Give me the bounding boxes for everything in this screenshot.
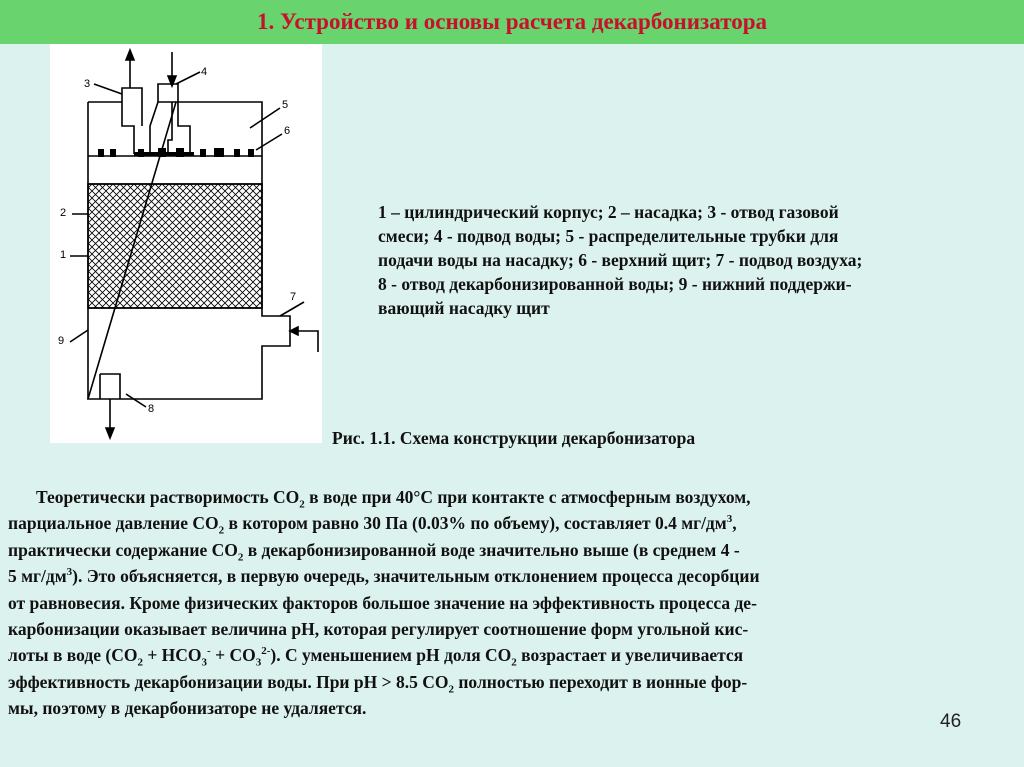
paragraph-line: парциальное давление $СО_2$ в котором равно 30 Па (0.03% по объему), составляет 0.4 $мг/дм^3$, — [8, 513, 737, 537]
diagram-label-7: 7 — [290, 291, 297, 303]
legend-line: вающий насадку щит — [378, 298, 550, 318]
diagram-label-3: 3 — [84, 78, 91, 90]
paragraph-line: карбонизации оказывает величина рН, которая регулирует соотношение форм угольной кис- — [8, 619, 749, 640]
paragraph-line: 5 $мг/дм^3$). Это объясняется, в первую очередь, значительным отклонением процесса десорбции — [8, 566, 760, 587]
page-number: 46 — [940, 711, 962, 732]
water-inlet-pipe — [158, 84, 178, 102]
paragraph-line: от равновесия. Кроме физических факторов большое значение на эффективность процесса де- — [8, 592, 757, 613]
paragraph-line: практически содержание $СО_2$ в декарбонизированной воде значительно выше (в среднем 4 - — [8, 539, 740, 564]
diagram-label-6: 6 — [284, 125, 291, 137]
diagram-label-4: 4 — [201, 66, 208, 78]
diagram-legend — [378, 200, 1018, 320]
air-inlet — [290, 331, 318, 352]
paragraph-line: мы, поэтому в декарбонизаторе не удаляется. — [8, 698, 367, 719]
legend-line: 8 - отвод декарбонизированной воды; 9 - нижний поддержи- — [378, 274, 852, 294]
slide-title: 1. Устройство и основы расчета декарбонизатора — [257, 9, 767, 34]
legend-line: 1 – цилиндрический корпус; 2 – насадка; 3 - отвод газовой — [378, 202, 839, 222]
diagram-label-2: 2 — [60, 207, 67, 219]
legend-line: подачи воды на насадку; 6 - верхний щит; 7 - подвод воздуха; — [378, 250, 863, 270]
diagram-label-5: 5 — [282, 99, 289, 111]
diagram-label-1: 1 — [60, 249, 67, 261]
diagram-label-9: 9 — [58, 335, 65, 347]
gas-outlet-pipe — [122, 88, 142, 102]
legend-line: смеси; 4 - подвод воды; 5 - распределительные трубки для — [378, 226, 839, 246]
body-paragraph — [8, 484, 1018, 722]
paragraph-line: эффективность декарбонизации воды. При рН > 8.5 $СО_2$ полностью переходит в ионные фор- — [8, 671, 748, 696]
decarbonizer-diagram — [50, 44, 322, 443]
paragraph-line: лоты в воде $(СО_2 + НСО_3^- + СО_3^{2-})$. С уменьшением рН доля $СО_2$ возрастает и увеличивается — [8, 645, 744, 669]
title-bar — [0, 0, 1024, 44]
paragraph-line: Теоретически растворимость $СО_2$ в воде при 40°С при контакте с атмосферным воздухом, — [36, 487, 751, 511]
distribution-tubes — [122, 102, 190, 154]
figure-caption: Рис. 1.1. Схема конструкции декарбонизатора — [332, 428, 696, 448]
diagram-label-8: 8 — [148, 403, 155, 415]
treated-water-outlet — [100, 374, 120, 436]
packing — [88, 184, 262, 308]
